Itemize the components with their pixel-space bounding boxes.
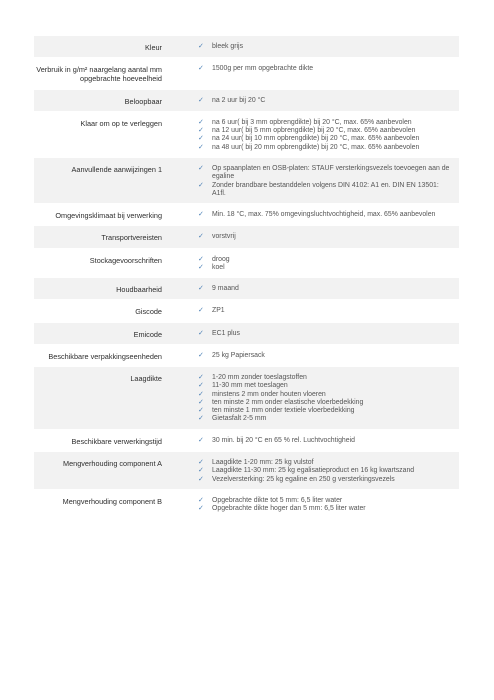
spec-row: [34, 158, 459, 204]
spec-value-text: 9 maand: [212, 285, 239, 293]
spec-value-text: na 6 uur( bij 3 mm opbrengdikte) bij 20 °C, max. 65% aanbevolen: [212, 118, 412, 126]
spec-label: Beloopbaar: [34, 89, 162, 111]
list-item: [198, 307, 451, 315]
spec-label: Stockagevoorschriften: [34, 248, 162, 278]
spec-values: [198, 278, 459, 300]
check-icon: ✓: [198, 407, 204, 415]
list-item: [198, 374, 451, 382]
spec-value-text: ten minste 1 mm onder textiele vloerbedekking: [212, 407, 355, 415]
spec-value-text: Min. 18 °C, max. 75% omgevingsluchtvochtigheid, max. 65% aanbevolen: [212, 211, 436, 219]
spec-row: [34, 204, 459, 226]
spec-label: Transportvereisten: [34, 226, 162, 248]
spec-label: Mengverhouding component A: [34, 451, 162, 489]
spec-label: Laagdikte: [34, 367, 162, 430]
spacer: [162, 367, 198, 430]
list-item: [198, 264, 451, 272]
spec-values: [198, 248, 459, 278]
spec-values: [198, 36, 459, 58]
spec-values: [198, 89, 459, 111]
spec-value-text: droog: [212, 255, 230, 263]
spec-value-text: Opgebrachte dikte hoger dan 5 mm: 6,5 liter water: [212, 505, 366, 513]
list-item: [198, 467, 451, 475]
list-item: [198, 407, 451, 415]
spec-row: [34, 36, 459, 58]
spec-row: [34, 344, 459, 366]
spec-value-text: Zonder brandbare bestanddelen volgens DIN 4102: A1 en. DIN EN 13501: A1fl.: [212, 181, 439, 197]
spec-value-text: minstens 2 mm onder houten vloeren: [212, 390, 326, 398]
spec-values: [198, 111, 459, 157]
spec-values: [198, 58, 459, 89]
check-icon: ✓: [198, 307, 204, 315]
check-icon: ✓: [198, 458, 204, 466]
spacer: [162, 111, 198, 157]
spec-table-body: [34, 36, 459, 519]
spec-label: Klaar om op te verleggen: [34, 111, 162, 157]
check-icon: ✓: [198, 135, 204, 143]
list-item: [198, 211, 451, 219]
check-icon: ✓: [198, 475, 204, 483]
spec-label: Houdbaarheid: [34, 278, 162, 300]
list-item: [198, 476, 451, 484]
spec-value-text: na 2 uur bij 20 °C: [212, 96, 266, 104]
list-item: [198, 505, 451, 513]
check-icon: ✓: [198, 398, 204, 406]
check-icon: ✓: [198, 181, 204, 189]
spec-value-text: EC1 plus: [212, 329, 240, 337]
check-icon: ✓: [198, 263, 204, 271]
check-icon: ✓: [198, 374, 204, 381]
spec-value-text: Gietasfalt 2-5 mm: [212, 415, 267, 423]
spec-row: [34, 248, 459, 278]
spec-row: [34, 226, 459, 248]
spec-value-text: na 48 uur( bij 20 mm opbrengdikte) bij 20 °C, max. 65% aanbevolen: [212, 143, 420, 151]
check-icon: ✓: [198, 118, 204, 126]
spec-values: [198, 226, 459, 248]
spec-row: [34, 367, 459, 430]
spec-label: Giscode: [34, 300, 162, 322]
check-icon: ✓: [198, 233, 204, 241]
spacer: [162, 36, 198, 58]
list-item: [198, 43, 451, 51]
check-icon: ✓: [198, 390, 204, 398]
spec-values: [198, 300, 459, 322]
spec-value-text: bleek grijs: [212, 43, 244, 50]
spec-label: Verbruik in g/m² naargelang aantal mm opgebrachte hoeveelheid: [34, 58, 162, 89]
check-icon: ✓: [198, 165, 204, 172]
spec-table: [34, 36, 459, 519]
list-item: [198, 399, 451, 407]
check-icon: ✓: [198, 211, 204, 219]
spec-value-text: Vezelversterking: 25 kg egaline en 250 g versterkingsvezels: [212, 475, 395, 483]
check-icon: ✓: [198, 415, 204, 423]
spacer: [162, 322, 198, 344]
spec-row: [34, 489, 459, 519]
check-icon: ✓: [198, 329, 204, 337]
list-item: [198, 182, 451, 199]
check-icon: ✓: [198, 351, 204, 359]
spec-value-text: vorstvrij: [212, 233, 236, 241]
list-item: [198, 352, 451, 360]
list-item: [198, 459, 451, 467]
spacer: [162, 451, 198, 489]
spec-label: Kleur: [34, 36, 162, 58]
spec-value-text: 25 kg Papiersack: [212, 351, 265, 359]
spacer: [162, 204, 198, 226]
list-item: [198, 330, 451, 338]
check-icon: ✓: [198, 382, 204, 390]
spec-row: [34, 58, 459, 89]
spec-label: Beschikbare verwerkingstijd: [34, 429, 162, 451]
check-icon: ✓: [198, 65, 204, 73]
spec-label: Emicode: [34, 322, 162, 344]
list-item: [198, 382, 451, 390]
spec-values: [198, 489, 459, 519]
list-item: [198, 97, 451, 105]
spec-value-text: 11-30 mm met toeslagen: [212, 382, 288, 390]
spec-value-text: ten minste 2 mm onder elastische vloerbedekking: [212, 398, 364, 406]
list-item: [198, 233, 451, 241]
spacer: [162, 344, 198, 366]
spec-value-text: 1500g per mm opgebrachte dikte: [212, 65, 314, 73]
list-item: [198, 144, 451, 152]
spec-value-text: na 12 uur( bij 5 mm opbrengdikte) bij 20 °C, max. 65% aanbevolen: [212, 127, 416, 135]
check-icon: ✓: [198, 255, 204, 263]
list-item: [198, 165, 451, 182]
list-item: [198, 391, 451, 399]
list-item: [198, 256, 451, 264]
check-icon: ✓: [198, 285, 204, 293]
spec-row: [34, 322, 459, 344]
spec-value-text: na 24 uur( bij 10 mm opbrengdikte) bij 20 °C, max. 65% aanbevolen: [212, 135, 420, 143]
check-icon: ✓: [198, 436, 204, 444]
spacer: [162, 158, 198, 204]
spec-values: [198, 344, 459, 366]
spacer: [162, 300, 198, 322]
check-icon: ✓: [198, 143, 204, 151]
spec-value-text: ZP1: [212, 307, 225, 315]
list-item: [198, 497, 451, 505]
spec-value-text: 1-20 mm zonder toeslagstoffen: [212, 374, 307, 381]
spec-row: [34, 111, 459, 157]
list-item: [198, 285, 451, 293]
spec-label: Aanvullende aanwijzingen 1: [34, 158, 162, 204]
list-item: [198, 135, 451, 143]
spec-values: [198, 158, 459, 204]
spec-value-text: Laagdikte 1-20 mm: 25 kg vulstof: [212, 458, 314, 466]
spacer: [162, 58, 198, 89]
spacer: [162, 429, 198, 451]
list-item: [198, 119, 451, 127]
spacer: [162, 278, 198, 300]
spec-row: [34, 451, 459, 489]
spec-values: [198, 322, 459, 344]
spec-value-text: 30 min. bij 20 °C en 65 % rel. Luchtvochtigheid: [212, 436, 355, 444]
spec-values: [198, 204, 459, 226]
spec-value-text: Op spaanplaten en OSB-platen: STAUF versterkingsvezels toevoegen aan de egaline: [212, 165, 450, 181]
check-icon: ✓: [198, 43, 204, 50]
spec-label: Omgevingsklimaat bij verwerking: [34, 204, 162, 226]
list-item: [198, 65, 451, 73]
spec-value-text: Opgebrachte dikte tot 5 mm: 6,5 liter water: [212, 496, 343, 504]
check-icon: ✓: [198, 96, 204, 104]
check-icon: ✓: [198, 467, 204, 475]
spec-value-text: koel: [212, 263, 225, 271]
list-item: [198, 415, 451, 423]
check-icon: ✓: [198, 505, 204, 513]
spacer: [162, 89, 198, 111]
spec-label: Mengverhouding component B: [34, 489, 162, 519]
spacer: [162, 226, 198, 248]
list-item: [198, 437, 451, 445]
spec-row: [34, 89, 459, 111]
spec-row: [34, 300, 459, 322]
spacer: [162, 248, 198, 278]
spec-row: [34, 429, 459, 451]
check-icon: ✓: [198, 127, 204, 135]
spec-values: [198, 451, 459, 489]
spec-label: Beschikbare verpakkingseenheden: [34, 344, 162, 366]
spec-values: [198, 367, 459, 430]
spec-value-text: Laagdikte 11-30 mm: 25 kg egalisatieproduct en 16 kg kwartszand: [212, 467, 415, 475]
spec-row: [34, 278, 459, 300]
spec-values: [198, 429, 459, 451]
spacer: [162, 489, 198, 519]
check-icon: ✓: [198, 496, 204, 504]
